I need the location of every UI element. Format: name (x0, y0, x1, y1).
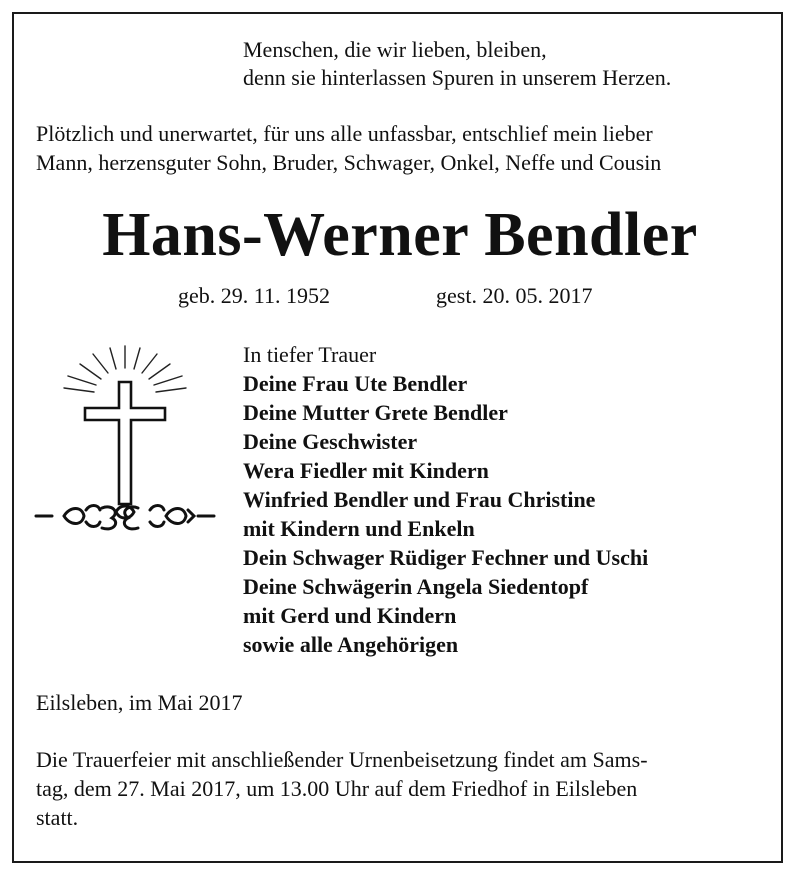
intro-line-1: Plötzlich und unerwartet, für uns alle unfassbar, entschlief mein lieber (36, 121, 653, 146)
deceased-name: Hans-Werner Bendler (102, 201, 698, 269)
place-date: Eilsleben, im Mai 2017 (36, 690, 243, 715)
funeral-line-3: statt. (36, 805, 79, 830)
mourner-line: Deine Mutter Grete Bendler (243, 400, 508, 425)
funeral-line-2: tag, dem 27. Mai 2017, um 13.00 Uhr auf dem Friedhof in Eilsleben (36, 776, 638, 801)
mourner-line: mit Gerd und Kindern (243, 603, 457, 628)
birth-date: geb. 29. 11. 1952 (178, 283, 330, 308)
cross-icon (30, 338, 220, 538)
mourner-line: Dein Schwager Rüdiger Fechner und Uschi (243, 545, 649, 570)
mourner-line: Deine Frau Ute Bendler (243, 371, 468, 396)
intro-line-2: Mann, herzensguter Sohn, Bruder, Schwager, Onkel, Neffe und Cousin (36, 150, 662, 175)
motto-line-1: Menschen, die wir lieben, bleiben, (243, 37, 547, 62)
mourner-line: Deine Geschwister (243, 429, 418, 454)
floral-ornament-icon (36, 506, 214, 529)
mourner-line: sowie alle Angehörigen (243, 632, 459, 657)
mourner-line: Deine Schwägerin Angela Siedentopf (243, 574, 589, 599)
mourner-line: mit Kindern und Enkeln (243, 516, 475, 541)
mourner-line: Wera Fiedler mit Kindern (243, 458, 489, 483)
mourners-heading: In tiefer Trauer (243, 342, 377, 367)
mourner-line: Winfried Bendler und Frau Christine (243, 487, 596, 512)
funeral-line-1: Die Trauerfeier mit anschließender Urnenbeisetzung findet am Sams- (36, 747, 648, 772)
death-date: gest. 20. 05. 2017 (436, 283, 593, 308)
motto-line-2: denn sie hinterlassen Spuren in unserem Herzen. (243, 65, 672, 90)
cross-illustration (30, 338, 220, 538)
